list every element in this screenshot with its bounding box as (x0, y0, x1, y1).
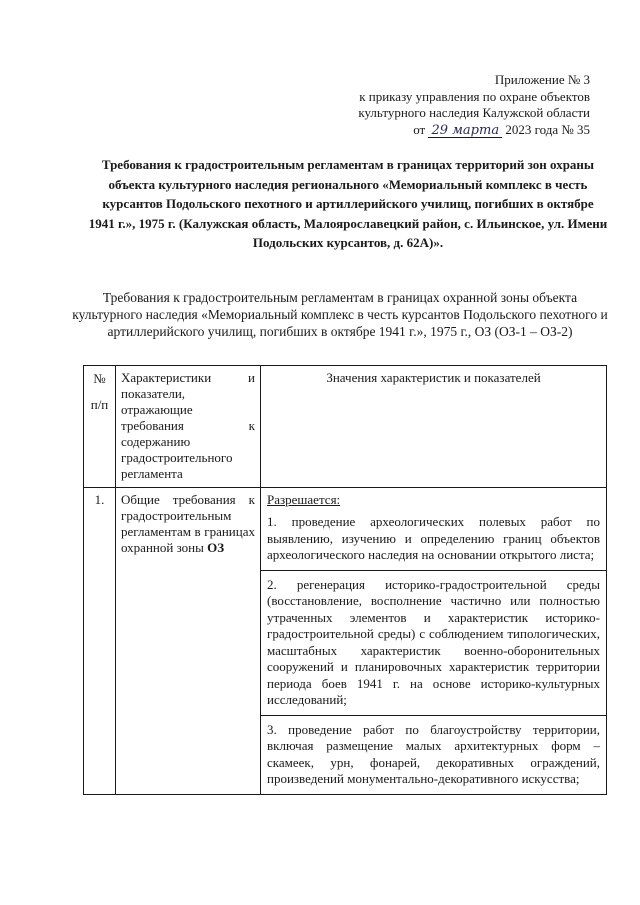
handwritten-date: 29 марта (428, 124, 502, 138)
header-characteristics-cell (116, 366, 261, 488)
header-values-cell: Значения характеристик и показателей (261, 366, 607, 488)
list-item: 3. проведение работ по благоустройству территории, включая размещение малых архитектурных форм – скамеек, урн, фонарей, декоративных ограждений, произведений монументально-декоративного искусства; (261, 715, 606, 794)
appendix-authority-line: культурного наследия Калужской области (358, 105, 590, 120)
row-characteristic-cell (116, 488, 261, 795)
appendix-date-line (290, 122, 590, 139)
row-characteristic-text: Общие требования к градостроительным регламентам в границах охранной зоны (121, 492, 255, 555)
header-number-sign: № (93, 371, 106, 386)
header-number-cell (84, 366, 116, 488)
appendix-block (290, 72, 590, 138)
table-header-row (84, 366, 607, 488)
row-number: 1. (84, 488, 116, 795)
table-row (84, 488, 607, 795)
appendix-title: Приложение № 3 (494, 72, 590, 87)
requirements-table (83, 365, 607, 795)
header-number-abbrev: п/п (90, 397, 109, 412)
row-values-cell (261, 488, 607, 795)
header-characteristics-text: Характеристики и показатели, отражающие требования к содержанию градостроительного регламента (121, 370, 255, 481)
list-item: 2. регенерация историко-градостроительной среды (восстановление, восполнение частично или полностью утраченных элементов и характеристик историко-градостроительной среды) с соблюдением типологических, масштабных характеристик военно-оборонительных сооружений и планировочных характеристик территории периода боев 1941 г. на основе историко-культурных исследований; (261, 570, 606, 715)
date-suffix: 2023 года № 35 (505, 121, 590, 137)
document-title: Требования к градостроительным регламентам в границах территорий зон охраны объекта культурного наследия регионального «Мемориальный комплекс в честь курсантов Подольского пехотного и артиллерийского училищ, погибших в октябре 1941 г.», 1975 г. (Калужская область, Малоярославецкий район, с. Ильинское, ул. Имени Подольских курсантов, д. 62А)». (88, 157, 608, 250)
row-zone-code: ОЗ (207, 540, 225, 555)
allowed-label: Разрешается: (267, 492, 341, 507)
appendix-order-line: к приказу управления по охране объектов (359, 88, 590, 104)
list-item: 1. проведение археологических полевых работ по выявлению, изучению и определению границ объектов археологического наследия на основании открытого листа; (267, 514, 600, 562)
date-prefix: от (413, 121, 426, 137)
document-subtitle: Требования к градостроительным регламентам в границах охранной зоны объекта культурного наследия «Мемориальный комплекс в честь курсантов Подольского пехотного и артиллерийского училищ, погибших в октябре 1941 г.», 1975 г., ОЗ (ОЗ-1 – ОЗ-2) (72, 290, 608, 339)
